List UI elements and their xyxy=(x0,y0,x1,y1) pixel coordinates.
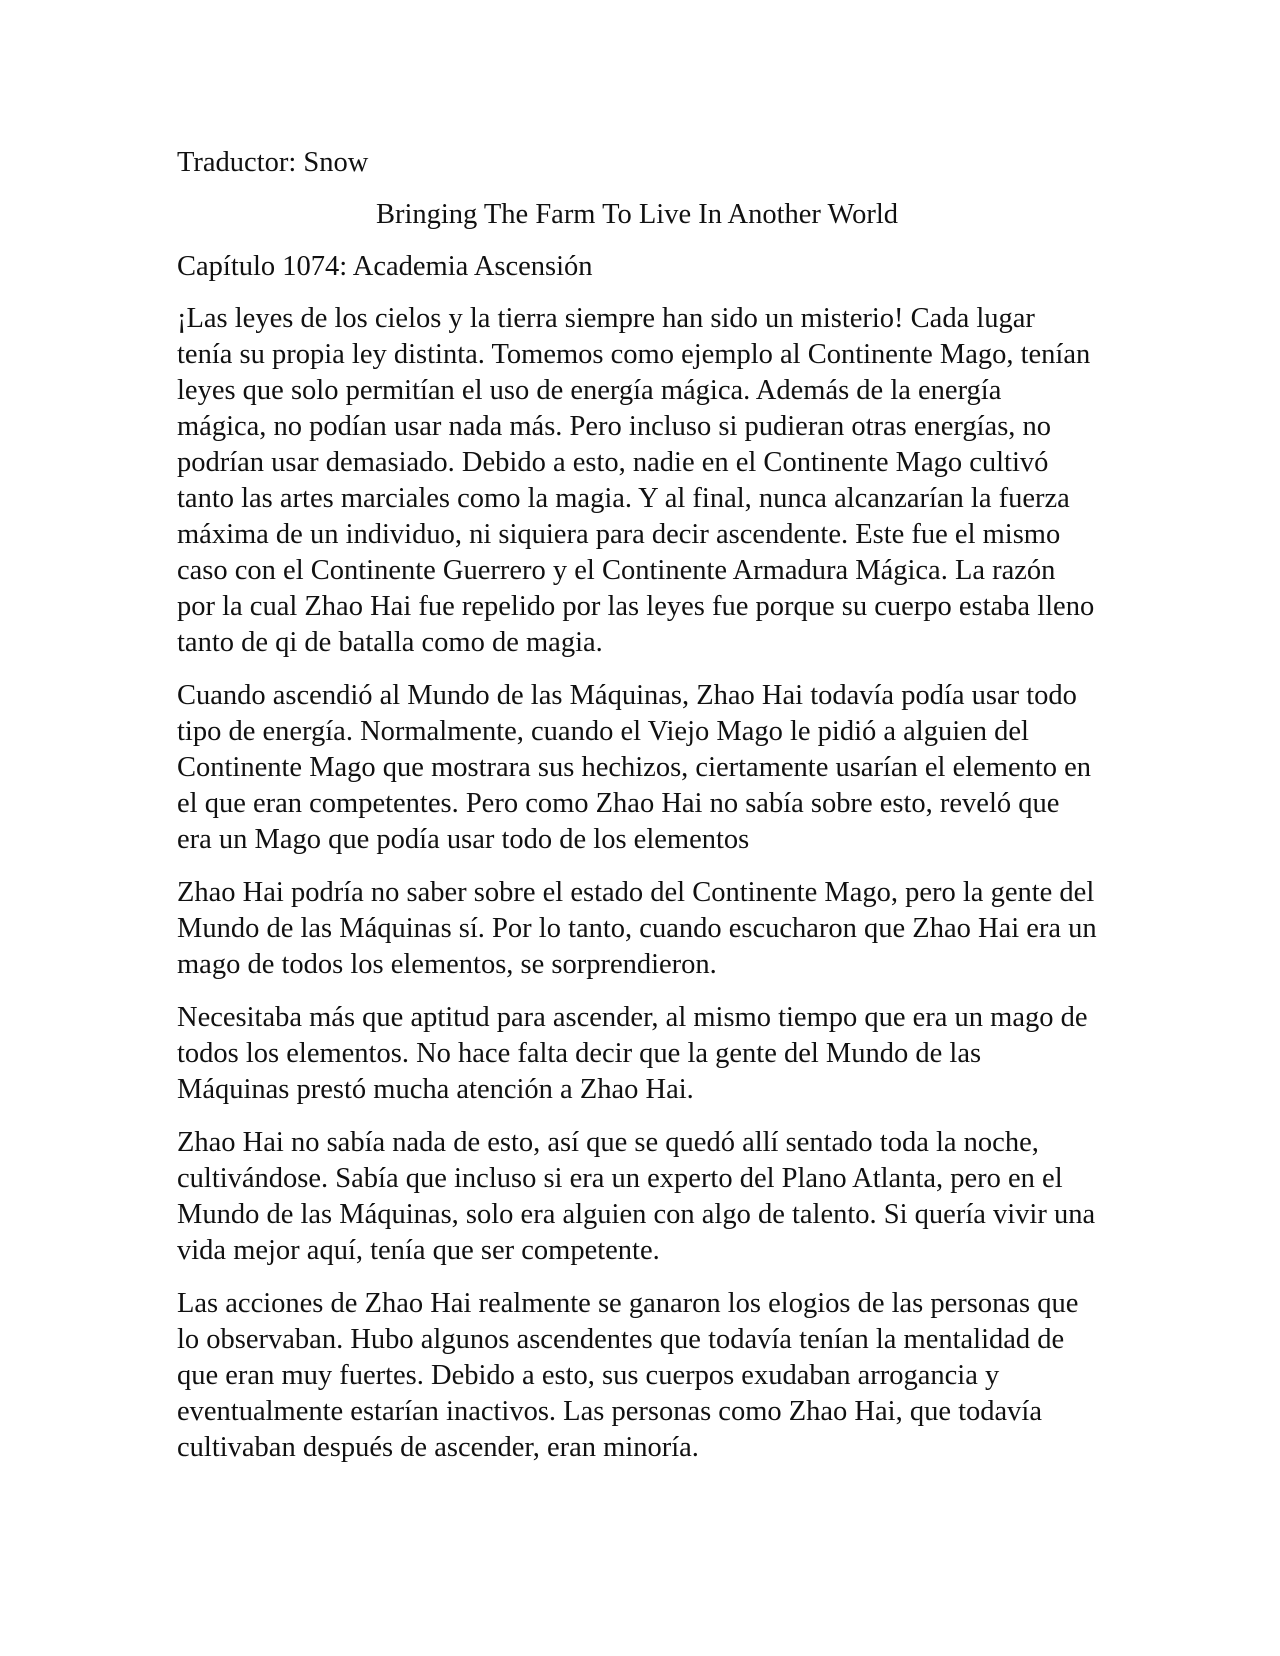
translator-credit: Traductor: Snow xyxy=(177,147,369,178)
novel-title: Bringing The Farm To Live In Another World xyxy=(375,199,899,230)
paragraph-4: Necesitaba más que aptitud para ascender, al mismo tiempo que era un mago de todos los elementos. No hace falta decir que la gente del Mundo de las Máquinas prestó mucha atención a Zhao Hai. xyxy=(177,1002,1088,1105)
document-page xyxy=(177,145,1097,1483)
paragraph-1: ¡Las leyes de los cielos y la tierra siempre han sido un misterio! Cada lugar tenía su propia ley distinta. Tomemos como ejemplo al Continente Mago, tenían leyes que solo permitían el uso de energía mágica. Además de la energía mágica, no podían usar nada más. Pero incluso si pudieran otras energías, no podrían usar demasiado. Debido a esto, nadie en el Continente Mago cultivó tanto las artes marciales como la magia. Y al final, nunca alcanzarían la fuerza máxima de un individuo, ni siquiera para decir ascendente. Este fue el mismo caso con el Continente Guerrero y el Continente Armadura Mágica. La razón por la cual Zhao Hai fue repelido por las leyes fue porque su cuerpo estaba lleno tanto de qi de batalla como de magia. xyxy=(177,303,1095,658)
paragraph-5: Zhao Hai no sabía nada de esto, así que se quedó allí sentado toda la noche, cultivándose. Sabía que incluso si era un experto del Plano Atlanta, pero en el Mundo de las Máquinas, solo era alguien con algo de talento. Si quería vivir una vida mejor aquí, tenía que ser competente. xyxy=(177,1127,1096,1266)
chapter-heading: Capítulo 1074: Academia Ascensión xyxy=(177,251,593,282)
paragraph-2: Cuando ascendió al Mundo de las Máquinas, Zhao Hai todavía podía usar todo tipo de energía. Normalmente, cuando el Viejo Mago le pidió a alguien del Continente Mago que mostrara sus hechizos, ciertamente usarían el elemento en el que eran competentes. Pero como Zhao Hai no sabía sobre esto, reveló que era un Mago que podía usar todo de los elementos xyxy=(177,680,1092,855)
paragraph-3: Zhao Hai podría no saber sobre el estado del Continente Mago, pero la gente del Mundo de las Máquinas sí. Por lo tanto, cuando escucharon que Zhao Hai era un mago de todos los elementos, se sorprendieron. xyxy=(177,877,1097,980)
paragraph-6: Las acciones de Zhao Hai realmente se ganaron los elogios de las personas que lo observaban. Hubo algunos ascendentes que todavía tenían la mentalidad de que eran muy fuertes. Debido a esto, sus cuerpos exudaban arrogancia y eventualmente estarían inactivos. Las personas como Zhao Hai, que todavía cultivaban después de ascender, eran minoría. xyxy=(177,1288,1079,1463)
